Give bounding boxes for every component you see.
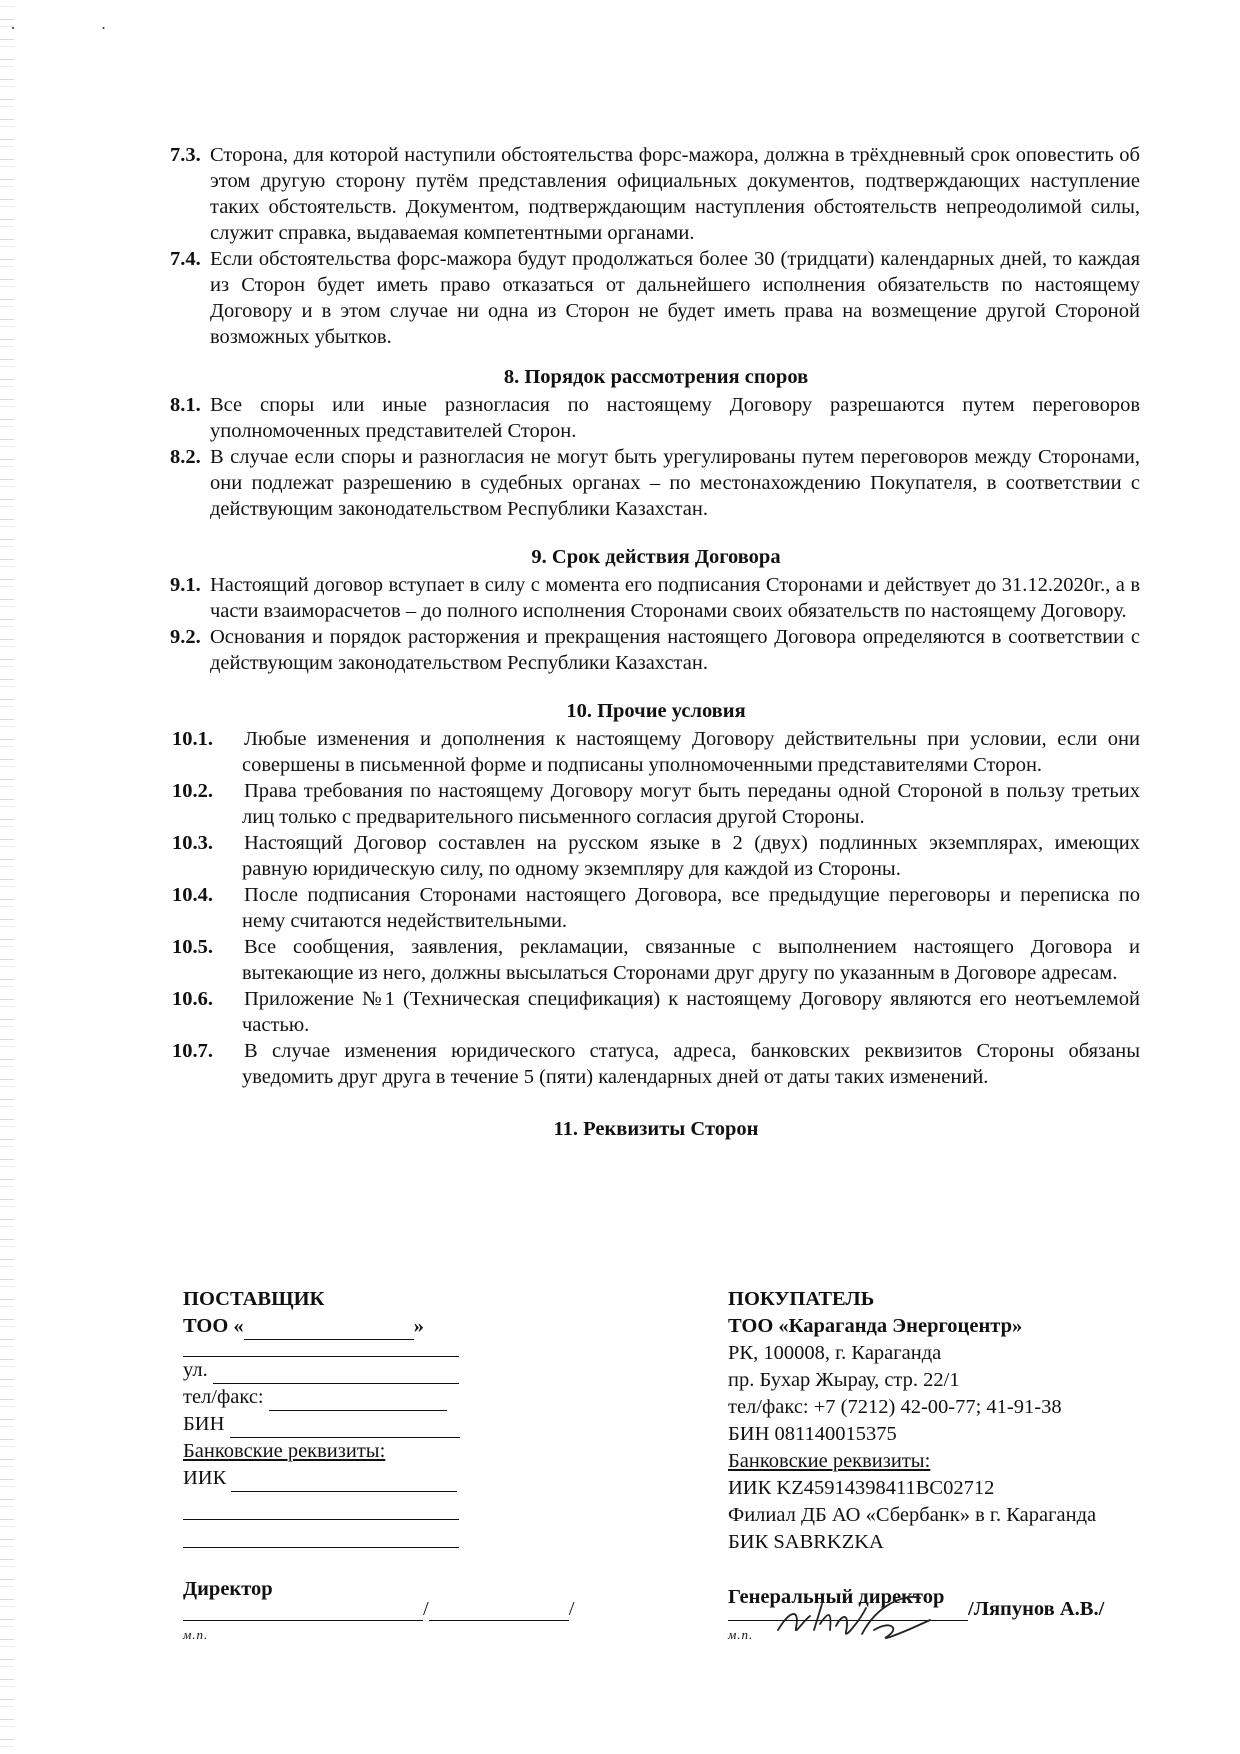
supplier-name-slash: / <box>568 1598 575 1620</box>
clause-text: Настоящий Договор составлен на русском языке в 2 (двух) подлинных экземплярах, имеющих равную юридическую силу, по одному экземпляру для каждой из Стороны. <box>242 832 1140 880</box>
clause-text: Все сообщения, заявления, рекламации, связанные с выполнением настоящего Договора и вытекающие из него, должны высылаться Сторонами друг другу по указанным в Договоре адресам. <box>242 936 1140 984</box>
supplier-signature-slash: / <box>423 1598 429 1620</box>
clause-number: 9.1. <box>170 574 201 596</box>
supplier-iik-blank <box>231 1471 457 1492</box>
clause-text: Приложение №1 (Техническая спецификация) к настоящему Договору являются его неотъемлемой частью. <box>242 988 1140 1036</box>
clause-number: 10.7. <box>172 1040 213 1062</box>
supplier-org-suffix: » <box>413 1315 424 1337</box>
clause-item <box>172 726 1140 778</box>
clause-number: 10.2. <box>172 780 213 802</box>
clause-text: Настоящий договор вступает в силу с момента его подписания Сторонами и действует до 31.12.2020г., а в части взаиморасчетов – до полного исполнения Сторонами своих обязательств по настоящему Договору. <box>210 574 1140 622</box>
handwritten-signature <box>770 1590 970 1650</box>
clause-text: Сторона, для которой наступили обстоятельства форс-мажора, должна в трёхдневный срок оповестить об этом другую сторону путём представления официальных документов, подтверждающих наступление таких обстоятельств. Документом, подтверждающим наступления обстоятельств непреодолимой силы, служит справка, выдаваемая компетентными органами. <box>210 144 1140 244</box>
buyer-signer-name: /Ляпунов А.В./ <box>968 1598 1105 1620</box>
clause-item <box>172 1038 1140 1090</box>
clause-number: 10.5. <box>172 936 213 958</box>
clause-number: 10.1. <box>172 728 213 750</box>
supplier-bin <box>183 1411 483 1438</box>
supplier-stamp-label: м.п. <box>183 1627 209 1642</box>
buyer-block <box>728 1286 1188 1611</box>
clause-number: 7.4. <box>170 248 201 270</box>
clause-item <box>172 830 1140 882</box>
clause-item <box>170 392 1140 444</box>
buyer-bik: БИК SABRKZKA <box>728 1531 884 1553</box>
clause-item <box>172 882 1140 934</box>
supplier-blank-line <box>183 1520 459 1548</box>
supplier-phone-blank <box>269 1390 447 1411</box>
clause-item <box>170 246 1140 350</box>
buyer-iik: ИИК KZ45914398411BC02712 <box>728 1477 995 1499</box>
clause-number: 10.6. <box>172 988 213 1010</box>
supplier-blank-line <box>183 1492 459 1520</box>
supplier-bin-label: БИН <box>183 1413 225 1435</box>
scan-dots: · · <box>10 18 147 38</box>
buyer-bank-label: Банковские реквизиты: <box>728 1450 931 1472</box>
clause-item <box>170 624 1140 676</box>
supplier-phone <box>183 1384 483 1411</box>
supplier-director-label: Директор <box>183 1578 273 1600</box>
clause-text: В случае изменения юридического статуса, адреса, банковских реквизитов Стороны обязаны уведомить друг друга в течение 5 (пяти) календарных дней от даты таких изменений. <box>242 1040 1140 1088</box>
clause-item <box>172 934 1140 986</box>
supplier-street <box>183 1357 483 1384</box>
supplier-org <box>183 1313 483 1340</box>
supplier-block <box>183 1286 483 1603</box>
clause-number: 7.3. <box>170 144 201 166</box>
clause-text: Все споры или иные разногласия по настоящему Договору разрешаются путем переговоров уполномоченных представителей Сторон. <box>210 394 1140 442</box>
supplier-org-blank <box>244 1319 414 1340</box>
clause-text: Любые изменения и дополнения к настоящему Договору действительны при условии, если они совершены в письменной форме и подписаны уполномоченными представителями Сторон. <box>242 728 1140 776</box>
supplier-iik-label: ИИК <box>183 1467 227 1489</box>
clause-number: 8.2. <box>170 446 201 468</box>
section-9-title: 9. Срок действия Договора <box>531 546 781 568</box>
supplier-iik <box>183 1465 483 1492</box>
clause-item <box>170 142 1140 246</box>
clause-text: После подписания Сторонами настоящего Договора, все предыдущие переговоры и переписка по нему считаются недействительными. <box>242 884 1140 932</box>
supplier-name-line <box>429 1600 569 1621</box>
supplier-street-label: ул. <box>183 1359 208 1381</box>
clause-text: Если обстоятельства форс-мажора будут продолжаться более 30 (тридцати) календарных дней, то каждая из Сторон будет иметь право отказаться от дальнейшего исполнения обязательств по настоящему Договору и в этом случае ни одна из Сторон не будет иметь права на возмещение другой Стороной возможных убытков. <box>210 248 1140 348</box>
scan-edge-artifact <box>0 0 14 1754</box>
supplier-org-prefix: ТОО « <box>183 1315 244 1337</box>
buyer-address-2: пр. Бухар Жырау, стр. 22/1 <box>728 1369 960 1391</box>
supplier-heading: ПОСТАВЩИК <box>183 1288 325 1310</box>
clause-number: 10.4. <box>172 884 213 906</box>
supplier-street-blank <box>213 1363 459 1384</box>
buyer-branch: Филиал ДБ АО «Сбербанк» в г. Караганда <box>728 1504 1097 1526</box>
buyer-heading: ПОКУПАТЕЛЬ <box>728 1288 875 1310</box>
supplier-bin-blank <box>230 1417 460 1438</box>
buyer-org: ТОО «Караганда Энергоцентр» <box>728 1315 1023 1337</box>
section-7-items <box>172 142 1140 350</box>
supplier-signature-line <box>183 1600 423 1621</box>
section-10-title: 10. Прочие условия <box>566 700 746 722</box>
buyer-bin: БИН 081140015375 <box>728 1423 897 1445</box>
clause-item <box>170 444 1140 522</box>
section-8-items <box>172 392 1140 522</box>
clause-text: В случае если споры и разногласия не могут быть урегулированы путем переговоров между Сторонами, они подлежат разрешению в судебных органах – по местонахождению Покупателя, в соответствии с действующим законодательством Республики Казахстан. <box>210 446 1140 520</box>
clause-number: 10.3. <box>172 832 213 854</box>
section-8-title: 8. Порядок рассмотрения споров <box>503 366 809 388</box>
clause-number: 8.1. <box>170 394 201 416</box>
supplier-phone-label: тел/факс: <box>183 1386 264 1408</box>
clause-item <box>172 778 1140 830</box>
clause-item <box>172 986 1140 1038</box>
contract-body <box>172 142 1140 1142</box>
clause-item <box>170 572 1140 624</box>
buyer-phone: тел/факс: +7 (7212) 42-00-77; 41-91-38 <box>728 1396 1062 1418</box>
buyer-director-label: Генеральный директор <box>728 1586 945 1608</box>
clause-number: 9.2. <box>170 626 201 648</box>
supplier-signature-block <box>183 1580 574 1643</box>
buyer-stamp-label: м.п. <box>728 1627 754 1642</box>
clause-text: Права требования по настоящему Договору могут быть переданы одной Стороной в пользу третьих лиц только с предварительного письменного согласия другой Стороны. <box>242 780 1140 828</box>
supplier-bank-label: Банковские реквизиты: <box>183 1440 386 1462</box>
section-9-items <box>172 572 1140 676</box>
supplier-blank-line <box>183 1340 459 1357</box>
buyer-address-1: РК, 100008, г. Караганда <box>728 1342 942 1364</box>
clause-text: Основания и порядок расторжения и прекращения настоящего Договора определяются в соответствии с действующим законодательством Республики Казахстан. <box>210 626 1140 674</box>
section-10-items <box>172 726 1140 1090</box>
section-11-title: 11. Реквизиты Сторон <box>553 1118 759 1140</box>
